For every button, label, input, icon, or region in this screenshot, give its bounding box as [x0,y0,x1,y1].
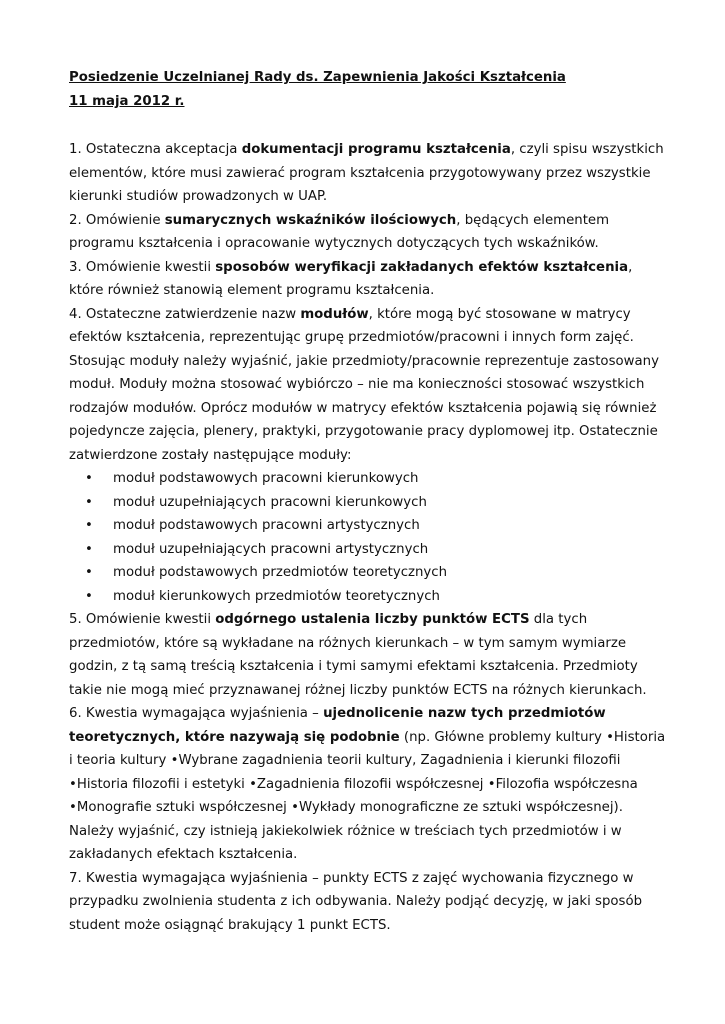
agenda-item-3: 3. Omówienie kwestii sposobów weryfikacji zakładanych efektów kształcenia, które również stanowią element programu kształcenia. [69,259,633,298]
bullet-icon: • [85,518,93,533]
document-page [69,66,669,937]
bullet-icon: • [85,541,93,557]
agenda-item-7: 7. Kwestia wymagająca wyjaśnienia – punkty ECTS z zajęć wychowania fizycznego w przypadku zwolnienia studenta z ich odbywania. Należy podjąć decyzję, w jaki sposób student może osiągnąć brakujący 1 punkt ECTS. [69,870,643,933]
list-item: • moduł uzupełniających pracowni artystycznych [69,538,669,562]
list-item: • moduł uzupełniających pracowni kierunkowych [69,491,669,515]
list-item: • moduł podstawowych pracowni kierunkowych [69,467,669,491]
agenda [69,138,669,937]
agenda-item-1: 1. Ostateczna akceptacja dokumentacji programu kształcenia, czyli spisu wszystkich elementów, które musi zawierać program kształcenia przygotowywany przez wszystkie kierunki studiów prowadzonych w UAP. [69,142,664,204]
meeting-date: 11 maja 2012 r. [69,94,185,109]
agenda-item-4: 4. Ostateczne zatwierdzenie nazw modułów, które mogą być stosowane w matrycy efektów kształcenia, reprezentując grupę przedmiotów/pracowni i innych form zajęć. Stosując moduły należy wyjaśnić, jakie przedmioty/pracownie reprezentuje zastosowany moduł. Moduły można stosować wybiórczo – nie ma konieczności stosować wszystkich rodzajów modułów. Oprócz modułów w matrycy efektów kształcenia pojawią się również pojedyncze zajęcia, plenery, praktyki, przygotowanie pracy dyplomowej itp. Ostatecznie zatwierdzone zostały następujące moduły: [69,306,659,463]
bullet-icon: • [85,494,93,510]
list-item: • moduł podstawowych pracowni artystycznych [69,514,669,538]
list-item: • moduł kierunkowych przedmiotów teoretycznych [69,585,669,609]
agenda-item-5: 5. Omówienie kwestii odgórnego ustalenia liczby punktów ECTS dla tych przedmiotów, które są wykładane na różnych kierunkach – w tym samym wymiarze godzin, z tą samą treścią kształcenia i tymi samymi efektami kształcenia. Przedmioty takie nie mogą mieć przyznawanej różnej liczby punktów ECTS na różnych kierunkach. [69,612,647,698]
agenda-item-2: 2. Omówienie sumarycznych wskaźników ilościowych, będących elementem programu kształcenia i opracowanie wytycznych dotyczących tych wskaźników. [69,212,610,251]
bullet-icon: • [85,565,93,580]
module-list [69,467,669,608]
list-item: • moduł podstawowych przedmiotów teoretycznych [69,561,669,585]
bullet-icon: • [85,588,93,604]
document-title: Posiedzenie Uczelnianej Rady ds. Zapewnienia Jakości Kształcenia [69,70,566,85]
bullet-icon: • [85,471,93,486]
agenda-item-6: 6. Kwestia wymagająca wyjaśnienia – ujednolicenie nazw tych przedmiotów teoretycznych, które nazywają się podobnie (np. Główne problemy kultury •Historia i teoria kultury •Wybrane zagadnienia teorii kultury, Zagadnienia i kierunki filozofii •Historia filozofii i estetyki •Zagadnienia filozofii współczesnej •Filozofia współczesna •Monografie sztuki współczesnej •Wykłady monograficzne ze sztuki współczesnej). Należy wyjaśnić, czy istnieją jakiekolwiek różnice w treściach tych przedmiotów i w zakładanych efektach kształcenia. [69,706,666,862]
